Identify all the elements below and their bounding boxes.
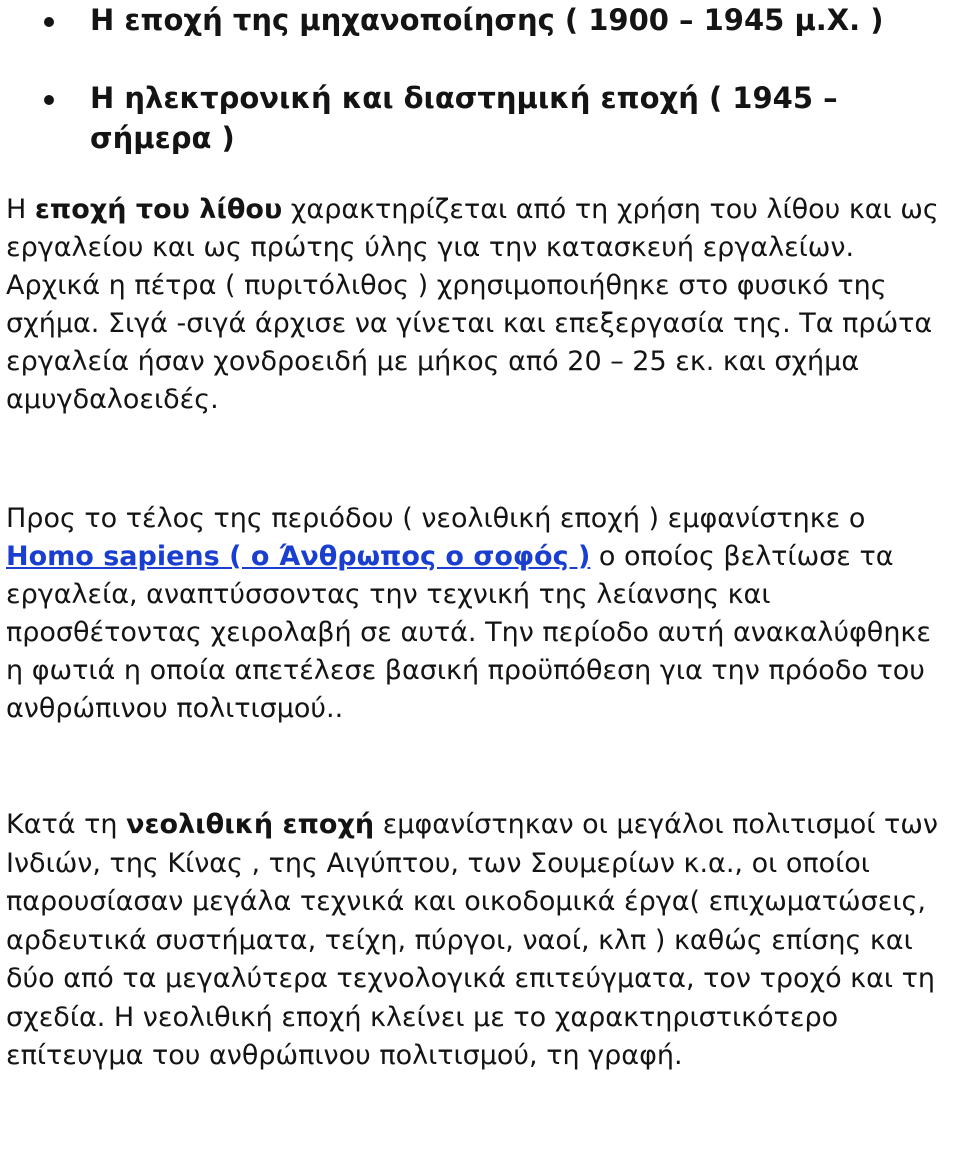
paragraph-stone-age	[6, 191, 956, 419]
bullet-dot-icon	[44, 95, 54, 105]
paragraph-text: Προς το τέλος της περιόδου ( νεολιθική εποχή ) εμφανίστηκε ο	[6, 503, 866, 534]
bold-term: νεολιθική εποχή	[126, 809, 375, 840]
bullet-dot-icon	[44, 17, 54, 27]
homo-sapiens-link[interactable]: Homo sapiens ( ο Άνθρωπος ο σοφός )	[6, 541, 591, 572]
bullet-text: Η ηλεκτρονική και διαστημική εποχή ( 1945 – σήμερα )	[90, 81, 838, 155]
bullet-item	[0, 78, 920, 158]
paragraph-text: Η	[6, 194, 35, 225]
bold-term: εποχή του λίθου	[34, 194, 283, 225]
paragraph-homo-sapiens	[6, 500, 956, 728]
bullet-text: Η εποχή της μηχανοποίησης ( 1900 – 1945 μ.Χ. )	[90, 3, 884, 37]
paragraph-neolithic	[6, 806, 956, 1076]
bullet-item	[0, 0, 920, 40]
paragraph-text: ο οποίος βελτίωσε τα εργαλεία, αναπτύσσοντας την τεχνική της λείανσης και προσθέτοντας χειρολαβή σε αυτά. Την περίοδο αυτή ανακαλύφθηκε η φωτιά η οποία απετέλεσε βασική προϋπόθεση για την πρόοδο του ανθρώπινου πολιτισμού..	[6, 541, 931, 724]
paragraph-text: Κατά τη	[6, 809, 127, 840]
paragraph-text: εμφανίστηκαν οι μεγάλοι πολιτισμοί των Ινδιών, της Κίνας , της Αιγύπτου, των Σουμερίων κ.α., οι οποίοι παρουσίασαν μεγάλα τεχνικά και οικοδομικά έργα( επιχωματώσεις, αρδευτικά συστήματα, τείχη, πύργοι, ναοί, κλπ ) καθώς επίσης και δύο από τα μεγαλύτερα τεχνολογικά επιτεύγματα, τον τροχό και τη σχεδία. Η νεολιθική εποχή κλείνει με το χαρακτηριστικότερο επίτευγμα του ανθρώπινου πολιτισμού, τη γραφή.	[6, 809, 938, 1071]
paragraph-text: χαρακτηρίζεται από τη χρήση του λίθου και ως εργαλείου και ως πρώτης ύλης για την κατασκευή εργαλείων. Αρχικά η πέτρα ( πυριτόλιθος ) χρησιμοποιήθηκε στο φυσικό της σχήμα. Σιγά -σιγά άρχισε να γίνεται και επεξεργασία της. Τα πρώτα εργαλεία ήσαν χονδροειδή με μήκος από 20 – 25 εκ. και σχήμα αμυγδαλοειδές.	[6, 194, 939, 415]
